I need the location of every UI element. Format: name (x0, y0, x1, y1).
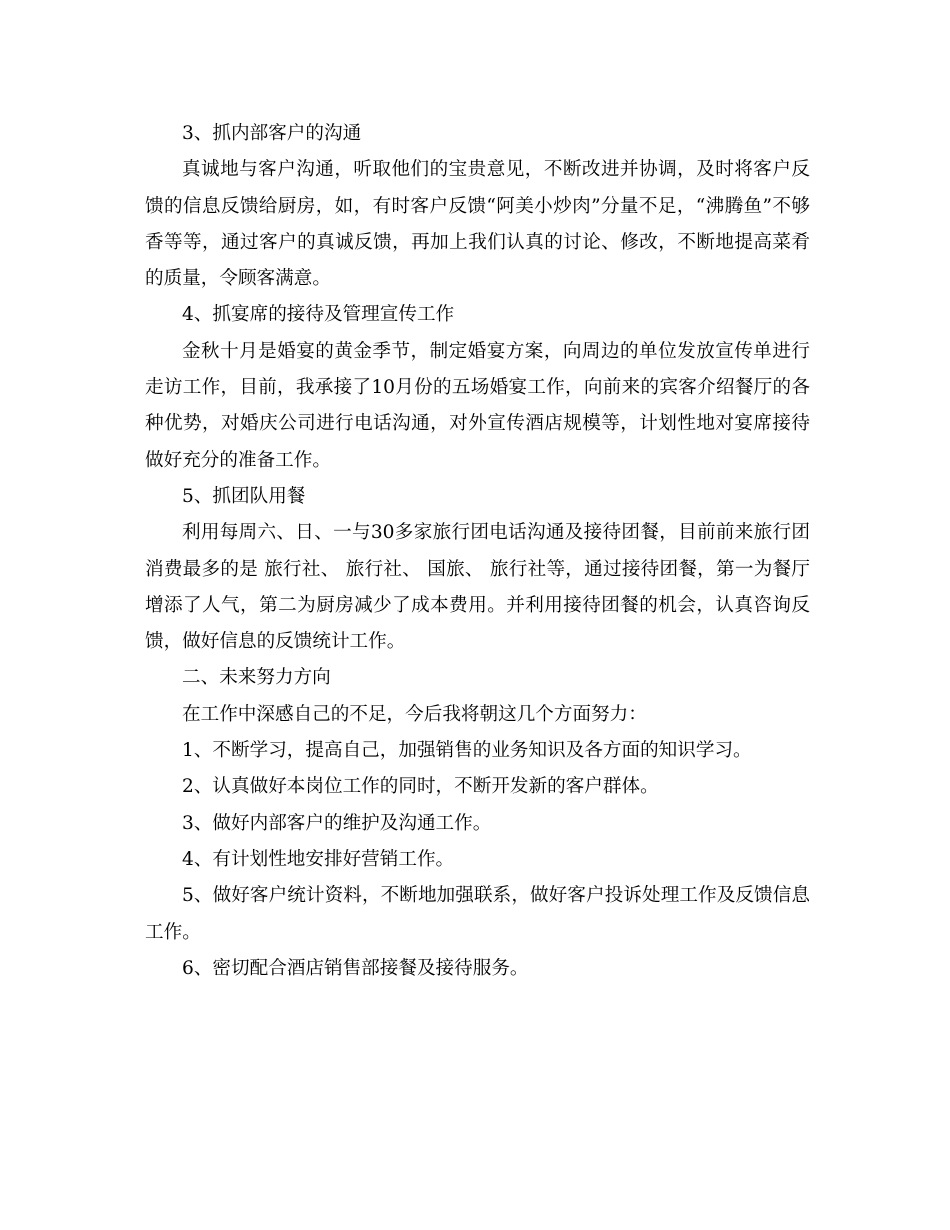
paragraph-internal-communication: 真诚地与客户沟通，听取他们的宝贵意见，不断改进并协调，及时将客户反馈的信息反馈给厨房，如，有时客户反馈“阿美小炒肉”分量不足，“沸腾鱼”不够香等等，通过客户的真诚反馈，再加上我们认真的讨论、修改，不断地提高菜肴的质量，令顾客满意。 (145, 159, 810, 290)
paragraph-group-dining: 利用每周六、日、一与30多家旅行团电话沟通及接待团餐，目前前来旅行团消费最多的是 旅行社、 旅行社、 国旅、 旅行社等，通过接待团餐，第一为餐厅增添了人气，第二为厨房减少了成本费用。并利用接待团餐的机会，认真咨询反馈，做好信息的反馈统计工作。 (145, 522, 810, 653)
list-item-5: 5、做好客户统计资料，不断地加强联系，做好客户投诉处理工作及反馈信息工作。 (145, 885, 810, 943)
paragraph-future-intro: 在工作中深感自己的不足，今后我将朝这几个方面努力： (182, 703, 647, 725)
section-heading-future-direction: 二、未来努力方向 (182, 667, 331, 689)
section-heading-internal-communication: 3、抓内部客户的沟通 (182, 123, 362, 144)
list-item-1: 1、不断学习，提高自己，加强销售的业务知识及各方面的知识学习。 (182, 740, 752, 762)
list-item-4: 4、有计划性地安排好营销工作。 (182, 848, 455, 870)
paragraph-banquet: 金秋十月是婚宴的黄金季节，制定婚宴方案，向周边的单位发放宣传单进行走访工作，目前，我承接了10月份的五场婚宴工作，向前来的宾客介绍餐厅的各种优势，对婚庆公司进行电话沟通，对外宣传酒店规模等，计划性地对宴席接待做好充分的准备工作。 (145, 340, 810, 471)
list-item-6: 6、密切配合酒店销售部接餐及接待服务。 (182, 957, 529, 979)
section-heading-banquet: 4、抓宴席的接待及管理宣传工作 (182, 304, 455, 326)
document-body (145, 116, 810, 987)
list-item-3: 3、做好内部客户的维护及沟通工作。 (182, 812, 492, 834)
section-heading-group-dining: 5、抓团队用餐 (182, 485, 306, 507)
list-item-2: 2、认真做好本岗位工作的同时，不断开发新的客户群体。 (182, 776, 659, 798)
